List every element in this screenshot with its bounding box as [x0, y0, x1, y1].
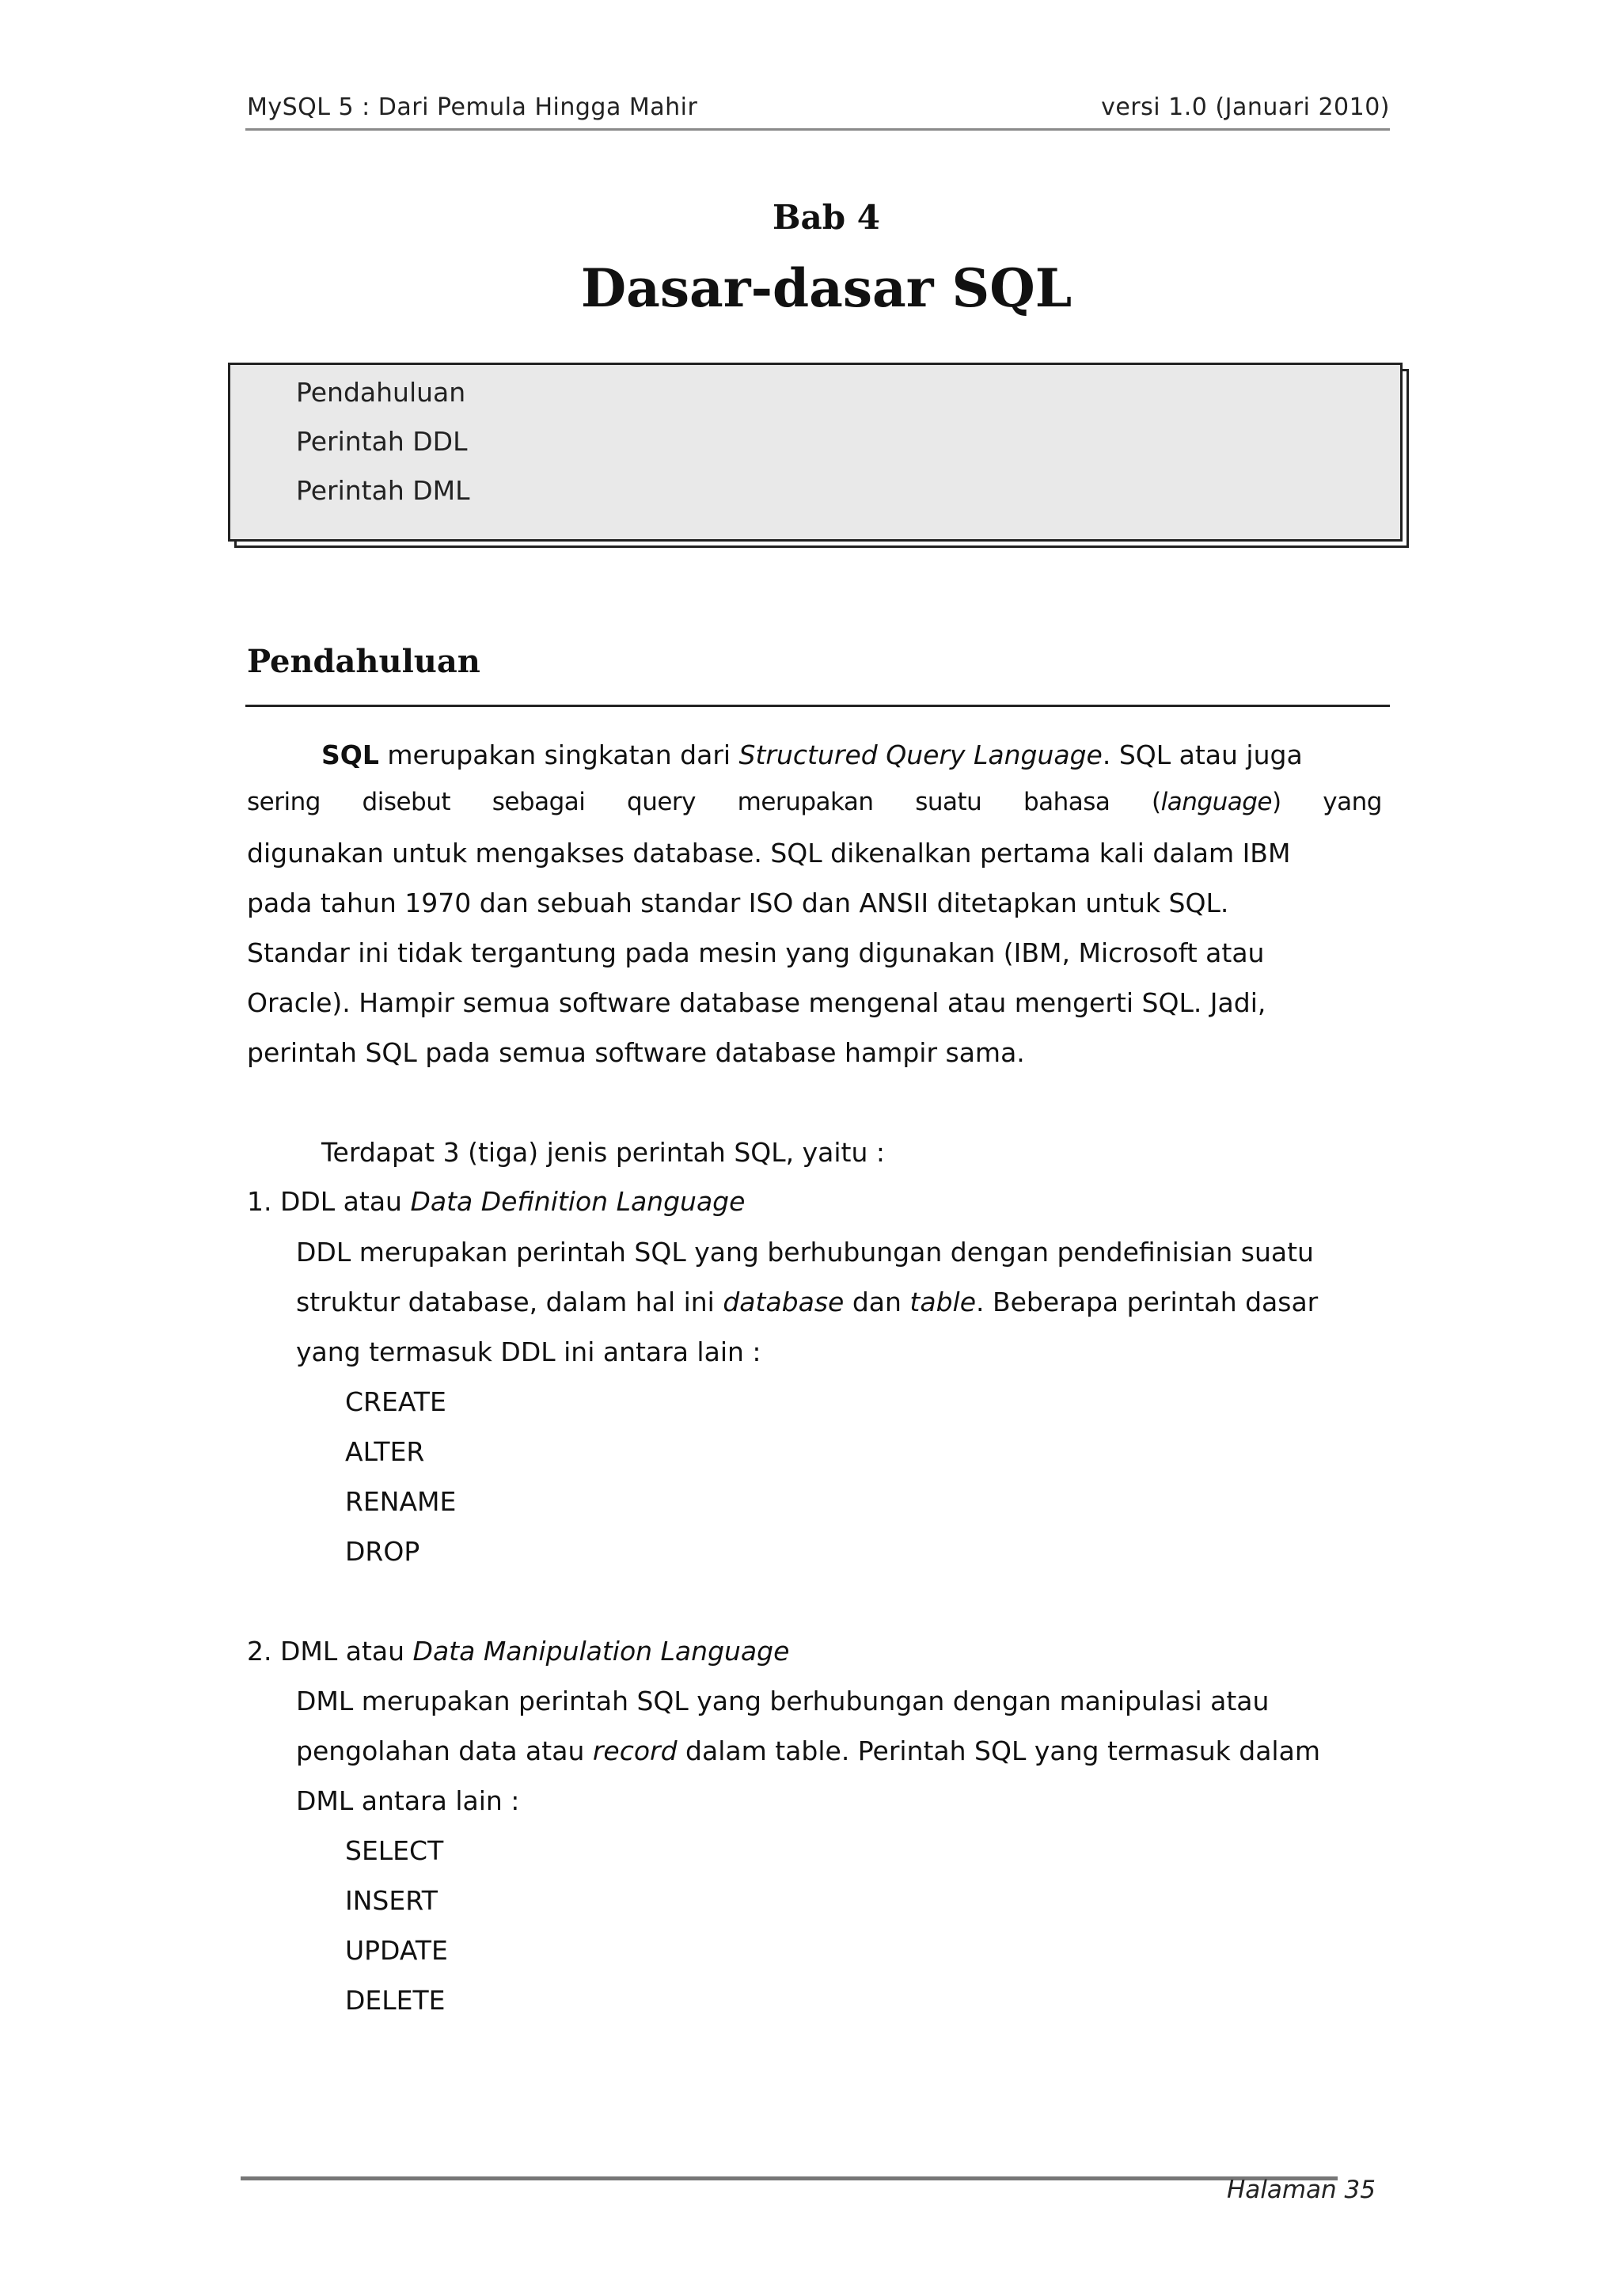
italic-term: record [592, 1735, 678, 1766]
text-run: . Beberapa perintah dasar [976, 1287, 1319, 1317]
paren: ) [1272, 788, 1281, 816]
chapter-number: Bab 4 [773, 198, 880, 237]
italic-term: Structured Query Language [738, 739, 1103, 770]
dml-desc-3: DML antara lain : [296, 1785, 520, 1816]
contents-item: Pendahuluan [296, 377, 466, 408]
ddl-desc-2 [296, 1287, 1318, 1317]
intro-line-4: pada tahun 1970 dan sebuah standar ISO dan ANSII ditetapkan untuk SQL. [247, 888, 1229, 918]
text-run: dan [844, 1287, 910, 1317]
ddl-desc-1: DDL merupakan perintah SQL yang berhubungan dengan pendefinisian suatu [296, 1237, 1314, 1268]
word: query [627, 788, 697, 816]
ddl-desc-3: yang termasuk DDL ini antara lain : [296, 1336, 761, 1367]
ddl-heading [247, 1186, 745, 1217]
dml-command: INSERT [345, 1885, 438, 1916]
word: suatu [915, 788, 982, 816]
italic-term: database [723, 1287, 845, 1317]
paren: ( [1152, 788, 1161, 816]
dml-heading [247, 1636, 789, 1667]
ddl-command: DROP [345, 1536, 420, 1567]
italic-term: Data Manipulation Language [412, 1636, 790, 1667]
running-header-version: versi 1.0 (Januari 2010) [1101, 93, 1390, 121]
page-number: Halaman 35 [1226, 2176, 1376, 2204]
word: yang [1323, 788, 1382, 816]
text-run: 1. DDL atau [247, 1186, 411, 1217]
intro-line-7: perintah SQL pada semua software database hampir sama. [247, 1037, 1025, 1068]
footer-rule [241, 2176, 1338, 2180]
ddl-command: CREATE [345, 1386, 446, 1417]
text-run: pengolahan data atau [296, 1735, 593, 1766]
contents-item: Perintah DML [296, 475, 470, 506]
running-header-title: MySQL 5 : Dari Pemula Hingga Mahir [247, 93, 698, 121]
intro-line-3: digunakan untuk mengakses database. SQL dikenalkan pertama kali dalam IBM [247, 838, 1291, 869]
word: bahasa [1023, 788, 1110, 816]
text-run: merupakan singkatan dari [378, 739, 739, 770]
text-run: 2. DML atau [247, 1636, 413, 1667]
word: sebagai [492, 788, 586, 816]
dml-desc-2 [296, 1735, 1320, 1766]
text-run: struktur database, dalam hal ini [296, 1287, 723, 1317]
types-intro: Terdapat 3 (tiga) jenis perintah SQL, yaitu : [321, 1137, 885, 1168]
chapter-title: Dasar-dasar SQL [580, 257, 1072, 319]
intro-line-2 [247, 788, 1382, 816]
dml-command: UPDATE [345, 1935, 448, 1966]
intro-line-6: Oracle). Hampir semua software database mengenal atau mengerti SQL. Jadi, [247, 987, 1266, 1018]
italic-term: Data Definition Language [410, 1186, 746, 1217]
dml-desc-1: DML merupakan perintah SQL yang berhubungan dengan manipulasi atau [296, 1686, 1270, 1716]
word: disebut [362, 788, 451, 816]
dml-command: DELETE [345, 1985, 446, 2016]
italic-term: table [909, 1287, 977, 1317]
word: sering [247, 788, 321, 816]
text-run: . SQL atau juga [1102, 739, 1303, 770]
section-rule [245, 705, 1390, 707]
sql-term: SQL [321, 739, 379, 770]
intro-line-1 [321, 739, 1303, 770]
ddl-command: ALTER [345, 1436, 425, 1467]
intro-line-5: Standar ini tidak tergantung pada mesin yang digunakan (IBM, Microsoft atau [247, 937, 1265, 968]
language-term [1152, 788, 1281, 816]
italic-term: language [1160, 788, 1272, 816]
section-heading: Pendahuluan [247, 643, 480, 680]
word: merupakan [737, 788, 874, 816]
text-run: dalam table. Perintah SQL yang termasuk dalam [677, 1735, 1320, 1766]
dml-command: SELECT [345, 1835, 444, 1866]
ddl-command: RENAME [345, 1486, 457, 1517]
contents-item: Perintah DDL [296, 426, 468, 457]
header-rule [245, 128, 1390, 131]
